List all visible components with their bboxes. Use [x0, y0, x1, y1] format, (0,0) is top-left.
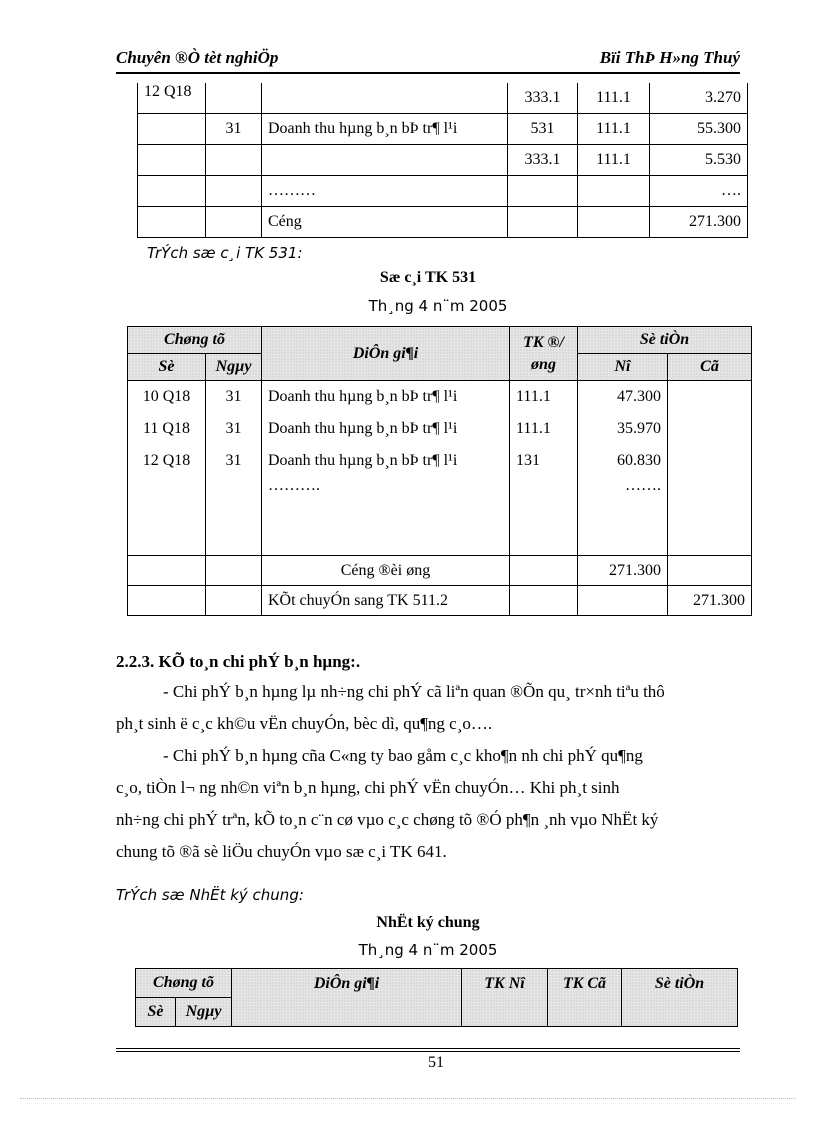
cell-tk-no: 333.1	[508, 83, 578, 114]
ledger-title: Sæ c¸i TK 531	[379, 269, 477, 286]
cell-empty	[578, 586, 668, 616]
cell-tk-doi-ung	[510, 477, 578, 556]
cell-no: 47.300	[578, 381, 668, 414]
cell-transfer-label: KÕt chuyÓn sang TK 511.2	[262, 586, 510, 616]
header-dien-giai: DiÔn gi¶i	[232, 969, 462, 1027]
cell-empty	[128, 556, 206, 586]
cell-tk-co: 111.1	[578, 114, 650, 145]
cell-so: 11 Q18	[128, 413, 206, 445]
header-tk-no: TK Nî	[462, 969, 548, 1027]
header-so: Sè	[136, 998, 176, 1027]
table-row	[128, 413, 752, 445]
header-so-tien: Sè tiÒn	[578, 327, 752, 354]
header-chung-tu: Chøng tõ	[128, 327, 262, 354]
cell-tk-doi-ung: 131	[510, 445, 578, 477]
header-rule	[116, 72, 740, 74]
para1-line1: - Chi phÝ b¸n hµng lµ nh÷ng chi phÝ cã liªn quan ®Õn qu¸ tr×nh tiªu thô	[163, 682, 665, 701]
cell-so	[138, 207, 206, 238]
cell-no: 35.970	[578, 413, 668, 445]
cell-so: 10 Q18	[128, 381, 206, 414]
cell-total-label: Céng ®èi øng	[262, 556, 510, 586]
cell-dien-giai: ………	[262, 176, 508, 207]
cell-ngay: 31	[206, 445, 262, 477]
cell-co	[668, 445, 752, 477]
cell-transfer-co: 271.300	[668, 586, 752, 616]
journal-subtitle: Th¸ng 4 n¨m 2005	[358, 941, 498, 959]
table-total-row	[138, 207, 748, 238]
table-row	[138, 176, 748, 207]
header-tk-co: TK Cã	[548, 969, 622, 1027]
cell-tk-no: 333.1	[508, 145, 578, 176]
cell-empty	[206, 586, 262, 616]
cell-tk-co: 111.1	[578, 145, 650, 176]
cell-tk-co	[578, 176, 650, 207]
header-chung-tu: Chøng tõ	[136, 969, 232, 998]
cell-ngay: 31	[206, 114, 262, 145]
para1-line2: ph¸t sinh ë c¸c kh©u vËn chuyÓn, bèc dì, qu¶ng c¸o….	[116, 714, 493, 733]
header-dien-giai: DiÔn gi¶i	[262, 327, 510, 381]
cell-so-tien: 55.300	[650, 114, 748, 145]
cell-so-tien: 5.530	[650, 145, 748, 176]
journal-table	[135, 968, 738, 1027]
ledger-subtitle: Th¸ng 4 n¨m 2005	[368, 297, 508, 315]
cell-no: 60.830	[578, 445, 668, 477]
cell-tk-no	[508, 207, 578, 238]
cell-empty	[510, 586, 578, 616]
cell-ngay: 31	[206, 381, 262, 414]
cell-empty	[668, 556, 752, 586]
header-tk-doi-ung: TK ®/øng	[510, 327, 578, 381]
cell-total-amount: 271.300	[650, 207, 748, 238]
table-transfer-row	[128, 586, 752, 616]
cell-empty	[128, 586, 206, 616]
cell-empty	[510, 556, 578, 586]
cell-dien-giai: Doanh thu hµng b¸n bÞ tr¶ l¹i	[262, 413, 510, 445]
header-so: Sè	[128, 354, 206, 381]
header-left: Chuyên ®Ò tèt nghiÖp	[116, 48, 279, 67]
cell-dien-giai: ……….	[262, 477, 510, 556]
cell-so	[128, 477, 206, 556]
table-row	[128, 381, 752, 414]
header-ngay: Ngµy	[206, 354, 262, 381]
cell-tk-doi-ung: 111.1	[510, 413, 578, 445]
cell-co	[668, 381, 752, 414]
table-row	[128, 477, 752, 556]
cell-tk-co	[578, 207, 650, 238]
header-right: Bïi ThÞ H»ng Thuý	[599, 48, 740, 67]
cell-so: 12 Q18	[138, 83, 206, 114]
cell-ngay	[206, 145, 262, 176]
header-ngay: Ngµy	[176, 998, 232, 1027]
cell-co	[668, 413, 752, 445]
cell-total-no: 271.300	[578, 556, 668, 586]
cell-dien-giai: Doanh thu hµng b¸n bÞ tr¶ l¹i	[262, 381, 510, 414]
para2-line3: nh÷ng chi phÝ trªn, kÕ to¸n c¨n cø vµo c¸c chøng tõ ®Ó ph¶n ¸nh vµo NhËt ký	[116, 810, 659, 829]
cell-tk-doi-ung: 111.1	[510, 381, 578, 414]
journal-caption: TrÝch sæ NhËt ký chung:	[116, 886, 304, 904]
cell-so-tien: ….	[650, 176, 748, 207]
cell-no: …….	[578, 477, 668, 556]
para2-line1: - Chi phÝ b¸n hµng cña C«ng ty bao gåm c¸c kho¶n nh chi phÝ qu¶ng	[163, 746, 643, 765]
table-row	[138, 83, 748, 114]
cell-ngay	[206, 477, 262, 556]
table-total-row	[128, 556, 752, 586]
para2-line2: c¸o, tiÒn l¬ ng nh©n viªn b¸n hµng, chi phÝ vËn chuyÓn… Khi ph¸t sinh	[116, 778, 620, 797]
cell-so	[138, 114, 206, 145]
cell-ngay	[206, 207, 262, 238]
cell-dien-giai: Doanh thu hµng b¸n bÞ tr¶ l¹i	[262, 445, 510, 477]
ledger-caption: TrÝch sæ c¸i TK 531:	[147, 244, 303, 262]
cell-tk-co: 111.1	[578, 83, 650, 114]
cell-dien-giai	[262, 83, 508, 114]
page-number: 51	[428, 1054, 444, 1071]
section-heading: 2.2.3. KÕ to¸n chi phÝ b¸n hµng:.	[116, 652, 361, 671]
cell-tk-no: 531	[508, 114, 578, 145]
cell-tk-no	[508, 176, 578, 207]
para2-line4: chung tõ ®ã sè liÖu chuyÓn vµo sæ c¸i TK 641.	[116, 842, 447, 861]
cell-dien-giai: Doanh thu hµng b¸n bÞ tr¶ l¹i	[262, 114, 508, 145]
cell-total-label: Céng	[262, 207, 508, 238]
cell-co	[668, 477, 752, 556]
header-so-tien: Sè tiÒn	[622, 969, 738, 1027]
header-no: Nî	[578, 354, 668, 381]
table-row	[138, 114, 748, 145]
table-row	[128, 445, 752, 477]
journal-title: NhËt ký chung	[376, 914, 480, 931]
ledger-table	[127, 326, 752, 616]
cell-dien-giai	[262, 145, 508, 176]
cell-so: 12 Q18	[128, 445, 206, 477]
cell-so	[138, 145, 206, 176]
footer-rule-inner	[116, 1051, 740, 1052]
cell-ngay: 31	[206, 413, 262, 445]
cell-so-tien: 3.270	[650, 83, 748, 114]
cell-ngay	[206, 176, 262, 207]
table-row	[138, 145, 748, 176]
footer-rule	[116, 1048, 740, 1049]
cell-empty	[206, 556, 262, 586]
cell-so	[138, 176, 206, 207]
cell-ngay	[206, 83, 262, 114]
header-co: Cã	[668, 354, 752, 381]
page-edge	[20, 1098, 796, 1099]
continued-journal-table	[137, 83, 748, 238]
